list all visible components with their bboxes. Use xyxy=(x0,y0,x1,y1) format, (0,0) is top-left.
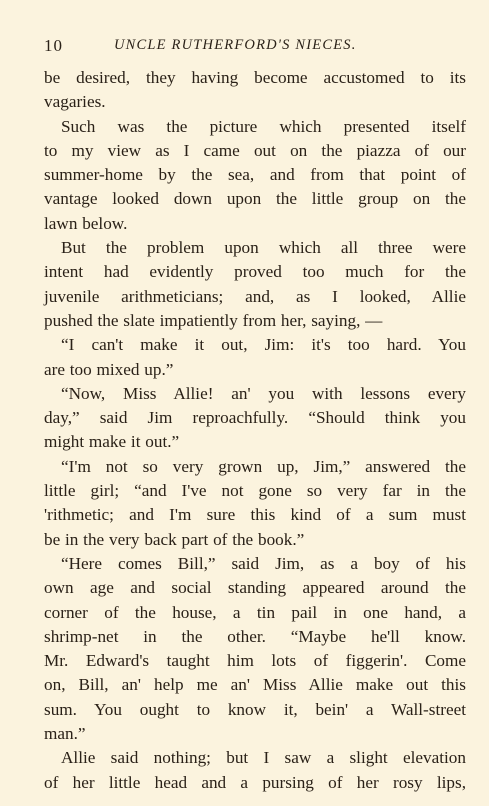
text-line: be in the very back part of the book.” xyxy=(44,529,305,549)
running-title: UNCLE RUTHERFORD'S NIECES. xyxy=(114,37,357,53)
body-text xyxy=(44,66,466,795)
text-line: But the problem upon which all three were xyxy=(61,238,466,258)
text-line: “I can't make it out, Jim: it's too hard. You xyxy=(61,335,466,355)
text-line: little girl; “and I've not gone so very far in the xyxy=(44,481,466,501)
text-line: to my view as I came out on the piazza of our xyxy=(44,140,466,160)
text-line: summer-home by the sea, and from that point of xyxy=(44,165,466,185)
text-line: be desired, they having become accustomed to its xyxy=(44,68,466,87)
text-line: “I'm not so very grown up, Jim,” answered the xyxy=(61,456,466,476)
text-line: vantage looked down upon the little group on the xyxy=(44,189,466,209)
text-line: own age and social standing appeared around the xyxy=(44,578,466,598)
text-line: shrimp-net in the other. “Maybe he'll know. xyxy=(44,626,466,646)
text-line: man.” xyxy=(44,724,86,744)
text-line: juvenile arithmeticians; and, as I looked, Allie xyxy=(44,286,466,306)
text-line: “Now, Miss Allie! an' you with lessons every xyxy=(61,383,466,403)
text-line: lawn below. xyxy=(44,213,128,233)
text-line: “Here comes Bill,” said Jim, as a boy of his xyxy=(61,553,466,573)
text-line: on, Bill, an' help me an' Miss Allie make out this xyxy=(44,675,466,695)
text-line: Allie said nothing; but I saw a slight elevation xyxy=(61,748,466,768)
text-line: are too mixed up.” xyxy=(44,359,174,379)
text-line: Mr. Edward's taught him lots of figgerin'. Come xyxy=(44,651,466,671)
text-line: Such was the picture which presented itself xyxy=(61,116,466,136)
text-line: intent had evidently proved too much for the xyxy=(44,262,466,282)
text-line: might make it out.” xyxy=(44,432,180,452)
text-line: pushed the slate impatiently from her, saying, — xyxy=(44,310,383,330)
page-number: 10 xyxy=(44,36,63,55)
running-head xyxy=(44,36,464,56)
text-line: corner of the house, a tin pail in one hand, a xyxy=(44,602,466,622)
text-line: 'rithmetic; and I'm sure this kind of a sum must xyxy=(44,505,466,525)
text-line: of her little head and a pursing of her rosy lips, xyxy=(44,772,466,792)
text-line: sum. You ought to know it, bein' a Wall-street xyxy=(44,699,466,719)
text-line: vagaries. xyxy=(44,92,106,112)
text-line: day,” said Jim reproachfully. “Should think you xyxy=(44,408,466,428)
